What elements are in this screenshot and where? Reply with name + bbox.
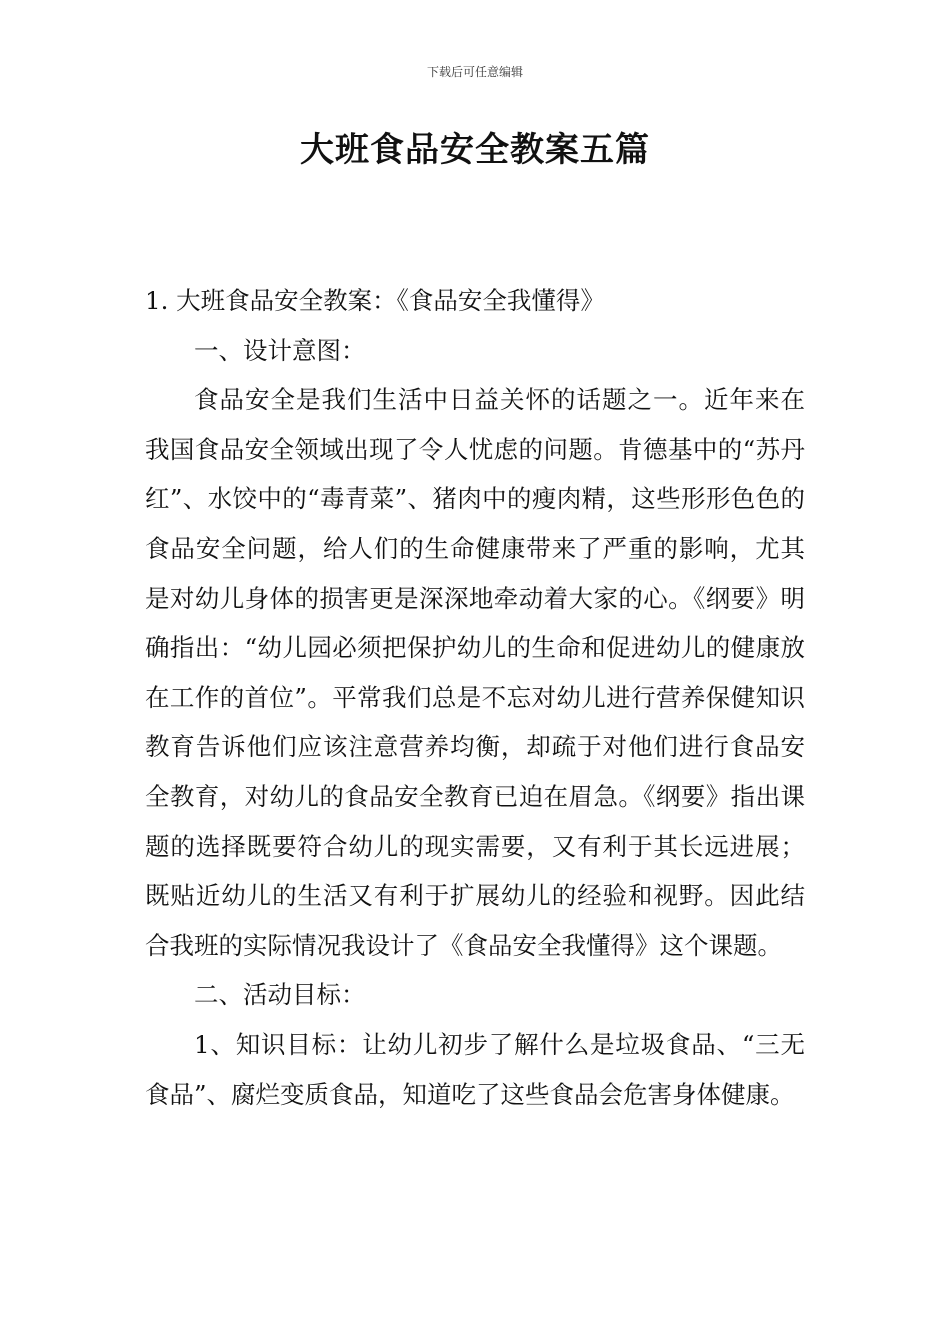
paragraph-design-intent: 食品安全是我们生活中日益关怀的话题之一。近年来在我国食品安全领域出现了令人忧虑的问题。肯德基中的“苏丹红”、水饺中的“毒青菜”、猪肉中的瘦肉精，这些形形色色的食品安全问题，给人们的生命健康带来了严重的影响，尤其是对幼儿身体的损害更是深深地牵动着大家的心。《纲要》明确指出：“幼儿园必须把保护幼儿的生命和促进幼儿的健康放在工作的首位”。平常我们总是不忘对幼儿进行营养保健知识教育告诉他们应该注意营养均衡，却疏于对他们进行食品安全教育，对幼儿的食品安全教育已迫在眉急。《纲要》指出课题的选择既要符合幼儿的现实需要，又有利于其长远进展；既贴近幼儿的生活又有利于扩展幼儿的经验和视野。因此结合我班的实际情况我设计了《食品安全我懂得》这个课题。 [145, 385, 805, 960]
paragraph-knowledge-goal: 1、知识目标：让幼儿初步了解什么是垃圾食品、“三无食品”、腐烂变质食品，知道吃了这些食品会危害身体健康。 [145, 1029, 805, 1109]
document-body [145, 276, 805, 1119]
section-heading: 1. 大班食品安全教案：《食品安全我懂得》 [145, 286, 605, 315]
subheading-activity-goals: 二、活动目标： [194, 980, 366, 1010]
header-note: 下载后可任意编辑 [426, 65, 523, 79]
subheading-design-intent: 一、设计意图： [194, 335, 366, 365]
document-title: 大班食品安全教案五篇 [300, 130, 650, 170]
